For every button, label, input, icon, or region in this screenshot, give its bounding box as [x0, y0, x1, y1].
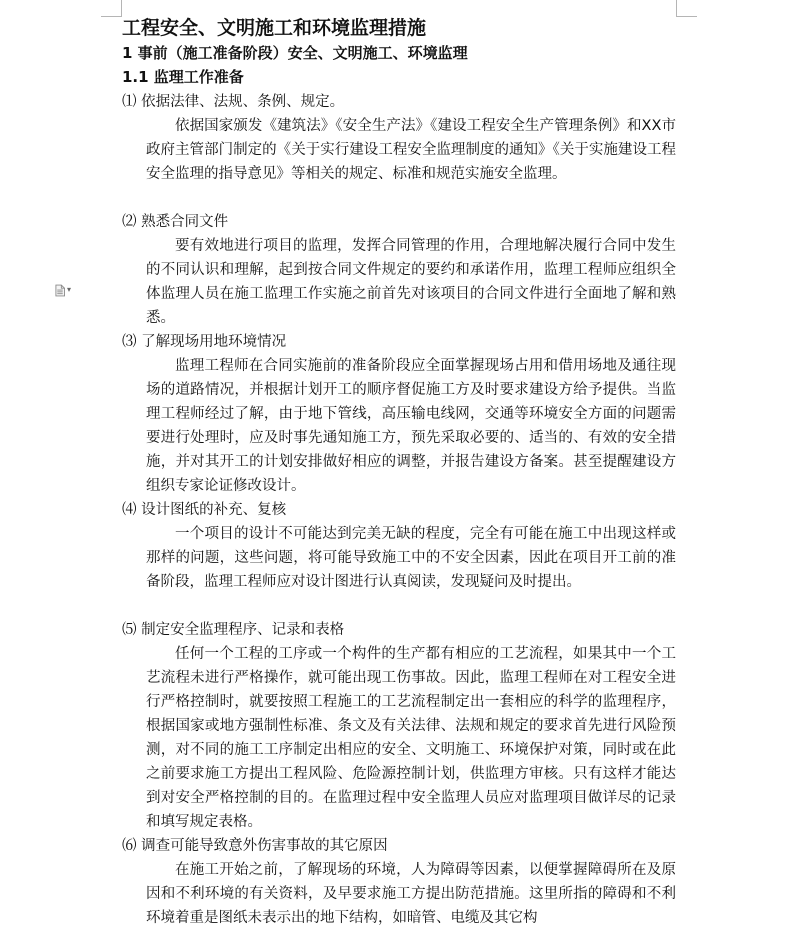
- item-paragraph-text: 要有效地进行项目的监理，发挥合同管理的作用，合理地解决履行合同中发生的不同认识和理解，起到按合同文件规定的要约和承诺作用，监理工程师应组织全体监理人员在施工监理工作实施之前首先对该项目的合同文件进行全面地了解和熟悉。: [146, 238, 676, 326]
- item-paragraph[interactable]: [146, 234, 676, 330]
- document-icon: [55, 284, 65, 297]
- document-title: 工程安全、文明施工和环境监理措施: [122, 17, 427, 39]
- document-options-icon[interactable]: [55, 283, 71, 297]
- page-corner-mark-right: [676, 0, 697, 17]
- list-item: [122, 834, 682, 930]
- list-item: [122, 330, 682, 498]
- item-title: ⑸ 制定安全监理程序、记录和表格: [122, 622, 345, 638]
- item-paragraph[interactable]: 监理工程师在合同实施前的准备阶段应全面掌握现场占用和借用场地及通往现场的道路情况，并根据计划开工的顺序督促施工方及时要求建设方给予提供。当监理工程师经过了解，由于地下管线，高压输电线网，交通等环境安全方面的问题需要进行处理时，应及时事先通知施工方，预先采取必要的、适当的、有效的安全措施，并对其开工的计划安排做好相应的调整，并报告建设方备案。甚至提醒建设方组织专家论证修改设计。: [146, 358, 676, 494]
- list-item: [122, 498, 682, 594]
- item-paragraph[interactable]: 在施工开始之前，了解现场的环境，人为障碍等因素，以便掌握障碍所在及原因和不利环境的有关资料，及早要求施工方提出防范措施。这里所指的障碍和不利环境着重是图纸未表示出的地下结构，如暗管、电缆及其它构: [146, 862, 676, 926]
- item-title: ⑶ 了解现场用地环境情况: [122, 334, 287, 350]
- page-corner-mark-left: [101, 0, 122, 17]
- item-title: ⑹ 调查可能导致意外伤害事故的其它原因: [122, 838, 388, 854]
- list-item: [122, 618, 682, 834]
- chevron-down-icon: ▾: [66, 285, 71, 294]
- item-title: ⑷ 设计图纸的补充、复核: [122, 502, 287, 518]
- item-paragraph[interactable]: 任何一个工程的工序或一个构件的生产都有相应的工艺流程，如果其中一个工艺流程未进行严格操作，就可能出现工伤事故。因此，监理工程师在对工程安全进行严格控制时，就要按照工程施工的工艺流程制定出一套相应的科学的监理程序，根据国家或地方强制性标准、条文及有关法律、法规和规定的要求首先进行风险预测，对不同的施工工序制定出相应的安全、文明施工、环境保护对策，同时或在此之前要求施工方提出工程风险、危险源控制计划，供监理方审核。只有这样才能达到对安全严格控制的目的。在监理过程中安全监理人员应对监理项目做详尽的记录和填写规定表格。: [146, 646, 676, 830]
- item-paragraph[interactable]: 依据国家颁发《建筑法》《安全生产法》《建设工程安全生产管理条例》和XX市政府主管部门制定的《关于实行建设工程安全监理制度的通知》《关于实施建设工程安全监理的指导意见》等相关的规定、标准和规范实施安全监理。: [146, 118, 676, 182]
- list-item: [122, 90, 682, 186]
- section-heading: 1 事前（施工准备阶段）安全、文明施工、环境监理: [122, 44, 468, 62]
- item-paragraph[interactable]: 一个项目的设计不可能达到完美无缺的程度，完全有可能在施工中出现这样或那样的问题，这些问题，将可能导致施工中的不安全因素，因此在项目开工前的准备阶段，监理工程师应对设计图进行认真阅读，发现疑问及时提出。: [146, 526, 676, 590]
- item-title: ⑵ 熟悉合同文件: [122, 214, 229, 230]
- subsection-heading: 1.1 监理工作准备: [122, 68, 244, 86]
- item-title: ⑴ 依据法律、法规、条例、规定。: [122, 94, 345, 110]
- list-item: [122, 210, 682, 330]
